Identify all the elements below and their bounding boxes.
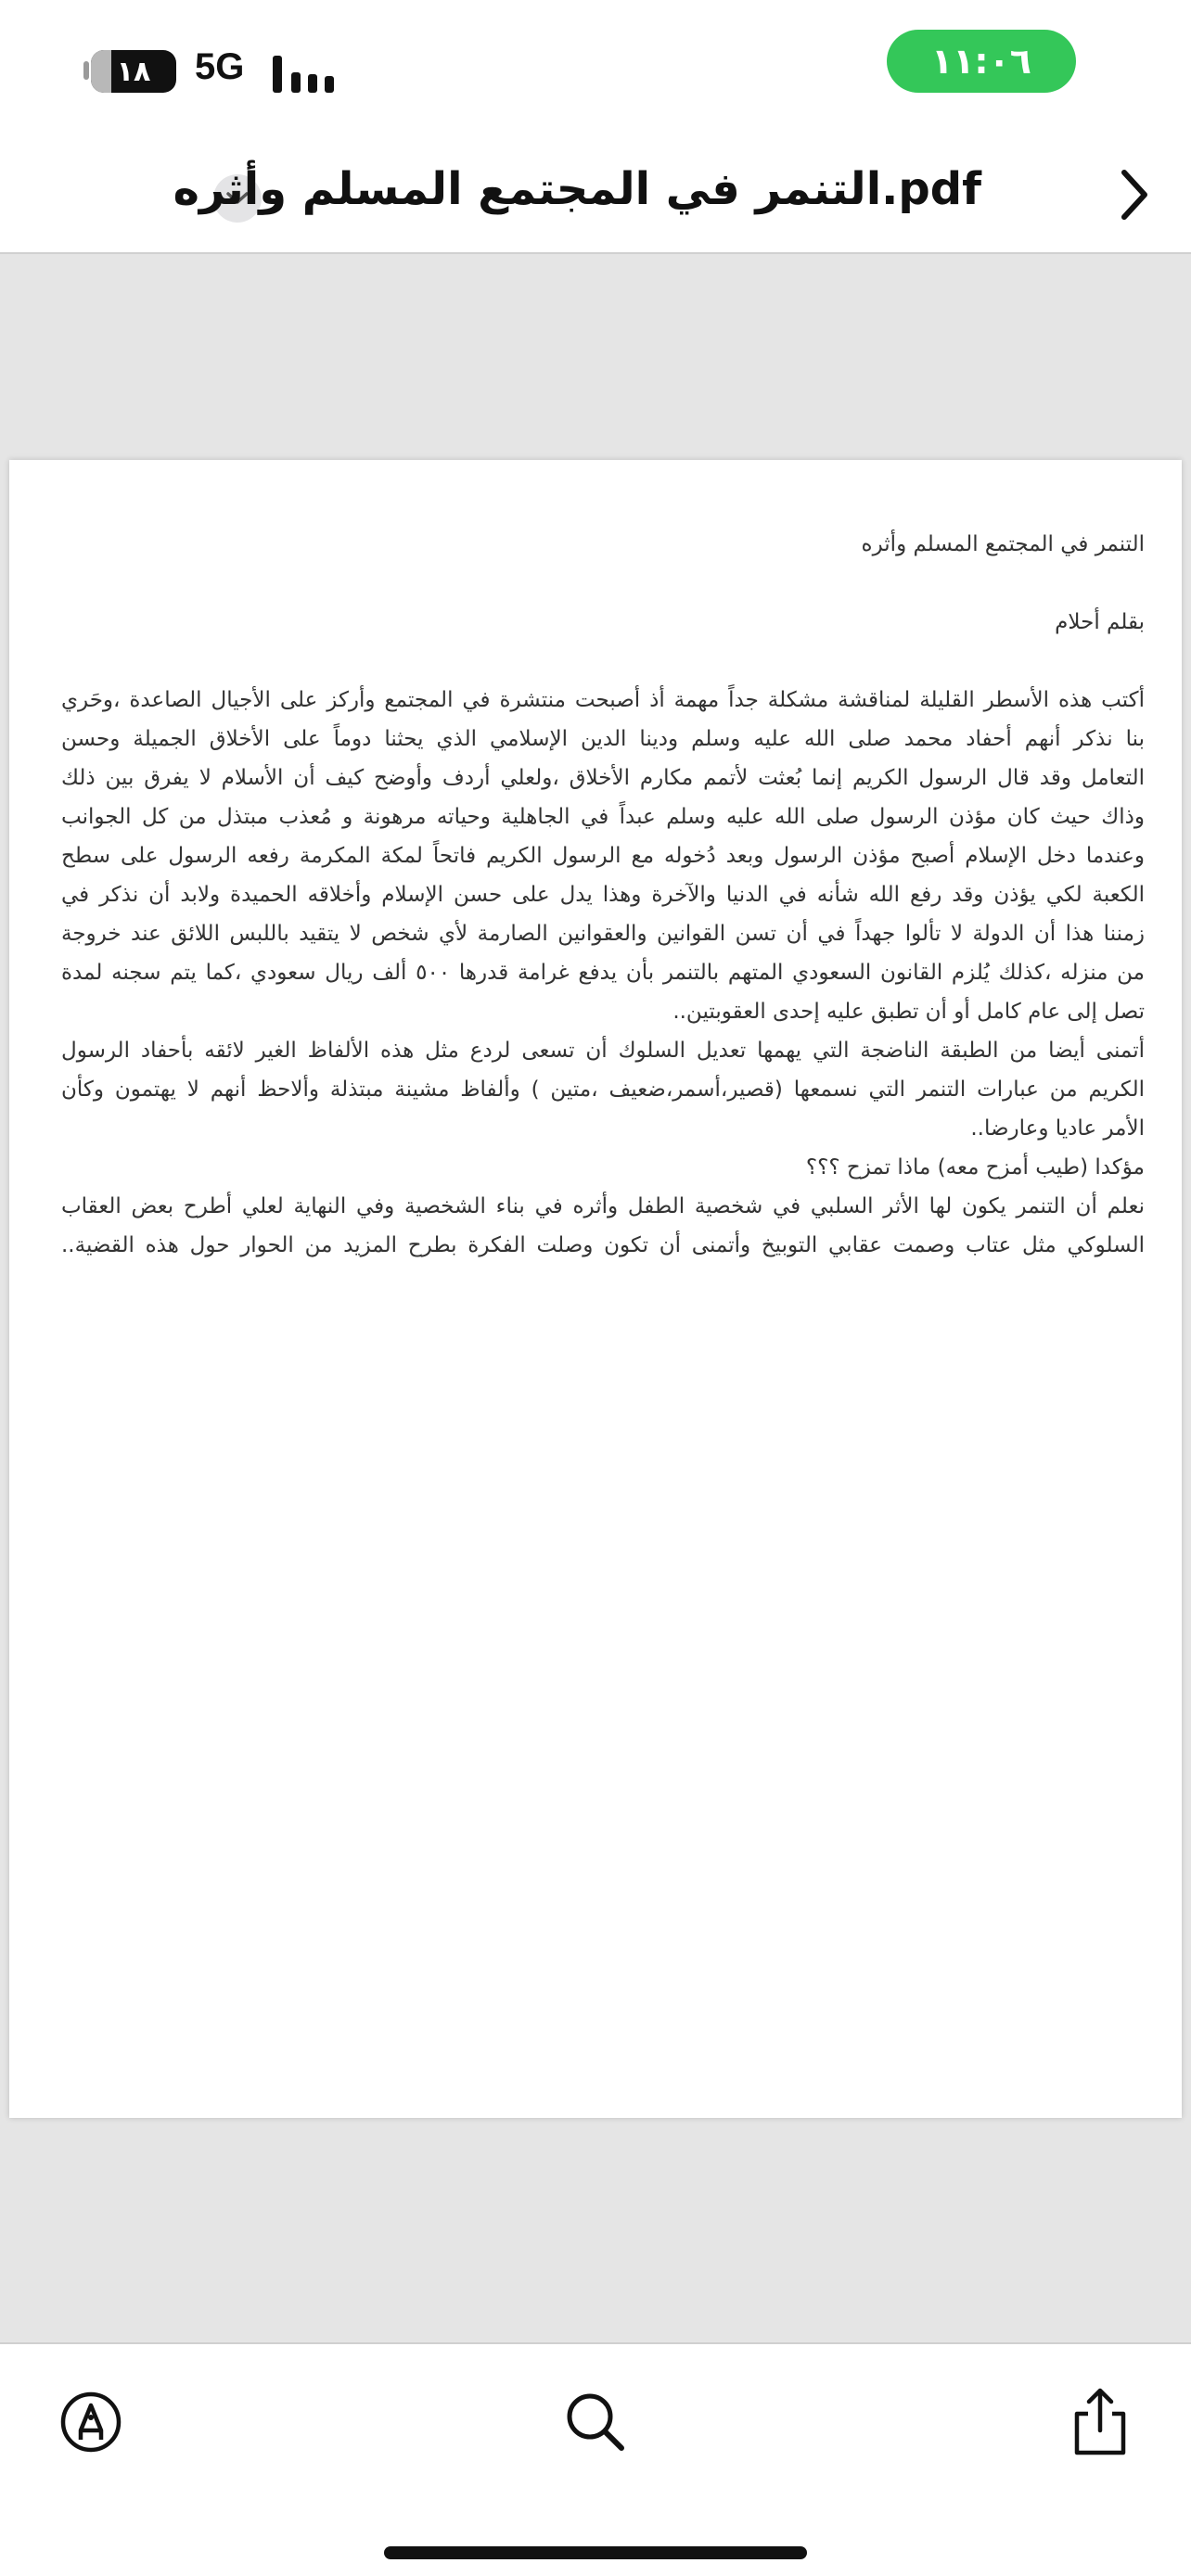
status-time[interactable]: ١١:٠٦ bbox=[887, 30, 1076, 93]
body-line: التعامل وقد قال الرسول الكريم إنما بُعثت لأتمم مكارم الأخلاق ،ولعلي أردف وأوضح كيف أن الأسلام لا يفرق بين ذلك bbox=[61, 766, 1145, 790]
markup-button[interactable] bbox=[54, 2385, 128, 2459]
body-line: السلوكي مثل عتاب وصمت عقابي التوبيخ وأتمنى أن تكون وصلت الفكرة بطرح المزيد من الحوار حول هذه القضية.. bbox=[61, 1233, 1145, 1257]
home-indicator[interactable] bbox=[384, 2546, 807, 2559]
search-icon bbox=[562, 2389, 629, 2455]
page-content bbox=[61, 525, 1145, 1265]
body-line: وذاك حيث كان مؤذن الرسول صلى الله عليه وسلم عبداً في الجاهلية وحياته مرهونة و مُعذب مبتذل من كل الجوانب bbox=[61, 805, 1145, 829]
battery-indicator bbox=[91, 50, 176, 93]
share-button[interactable] bbox=[1063, 2385, 1137, 2459]
network-type: 5G bbox=[195, 46, 245, 87]
document-author: بقلم أحلام bbox=[1055, 610, 1145, 634]
search-button[interactable] bbox=[558, 2385, 633, 2459]
battery-nub bbox=[83, 61, 89, 80]
forward-button[interactable] bbox=[1113, 163, 1158, 226]
navigation-bar bbox=[0, 130, 1191, 254]
pdf-page[interactable] bbox=[9, 460, 1182, 2118]
body-line: مؤكدا (طيب أمزح معه) ماذا تمزح ؟؟؟ bbox=[805, 1155, 1145, 1180]
body-line: الكريم من عبارات التنمر التي نسمعها (قصير،أسمر،ضعيف ،متين ) وألفاظ مشينة مبتذلة وألاحظ أنهم لا يهتمون وكأن bbox=[61, 1078, 1145, 1102]
document-viewer[interactable] bbox=[0, 254, 1191, 2342]
body-line: نعلم أن التنمر يكون لها الأثر السلبي في شخصية الطفل وأثره في بناء الشخصية وفي النهاية لعلي أطرح بعض العقاب bbox=[61, 1194, 1145, 1218]
document-heading: التنمر في المجتمع المسلم وأثره bbox=[861, 532, 1145, 556]
markup-pen-icon bbox=[58, 2390, 123, 2455]
body-line: بنا نذكر أنهم أحفاد محمد صلى الله عليه وسلم ودينا الدين الإسلامي الذي يحثنا دوماً على الأخلاق الجميلة وحسن bbox=[61, 727, 1145, 751]
chevron-right-icon bbox=[1113, 163, 1158, 226]
body-line: زمننا هذا أن الدولة لا تألوا جهداً في أن تسن القوانين والعقوانين الصارمة لأي شخص لا يتقيد باللبس اللائق عند خروجة bbox=[61, 922, 1145, 946]
battery-level: ١٨ bbox=[116, 55, 151, 88]
body-line: الكعبة لكي يؤذن وقد رفع الله شأنه في الدنيا والآخرة وهذا يدل على حسن الإسلام وأخلاقه الحميدة ولابد أن نذكر في bbox=[61, 883, 1145, 907]
body-line: من منزله ،كذلك يُلزم القانون السعودي المتهم بالتنمر بأن يدفع غرامة قدرها ٥٠٠ ألف ريال سعودي ،كما يتم سجنه لمدة bbox=[61, 961, 1145, 985]
bottom-toolbar bbox=[0, 2342, 1191, 2576]
body-line: وعندما دخل الإسلام أصبح مؤذن الرسول وبعد دُخوله مع الرسول الكريم فاتحاً لمكة المكرمة رفعه الرسول على سطح bbox=[61, 844, 1145, 868]
body-line: أتمنى أيضا من الطبقة الناضجة التي يهمها تعديل السلوك أن تسعى لردع مثل هذه الألفاظ الغير لائقه بأحفاد الرسول bbox=[61, 1039, 1145, 1063]
body-line: تصل إلى عام كامل أو أن تطبق عليه إحدى العقوبتين.. bbox=[672, 1000, 1145, 1024]
signal-strength-icon bbox=[271, 50, 336, 93]
share-icon bbox=[1069, 2386, 1131, 2458]
body-line: الأمر عاديا وعارضا.. bbox=[970, 1116, 1145, 1141]
document-title[interactable]: التنمر في المجتمع المسلم وأثره.pdf bbox=[173, 163, 981, 215]
body-line: أكتب هذه الأسطر القليلة لمناقشة مشكلة جداً مهمة أذ أصبحت منتشرة في المجتمع وأركز على الأجيال الصاعدة ،وحَري bbox=[61, 688, 1145, 712]
status-bar bbox=[0, 0, 1191, 130]
